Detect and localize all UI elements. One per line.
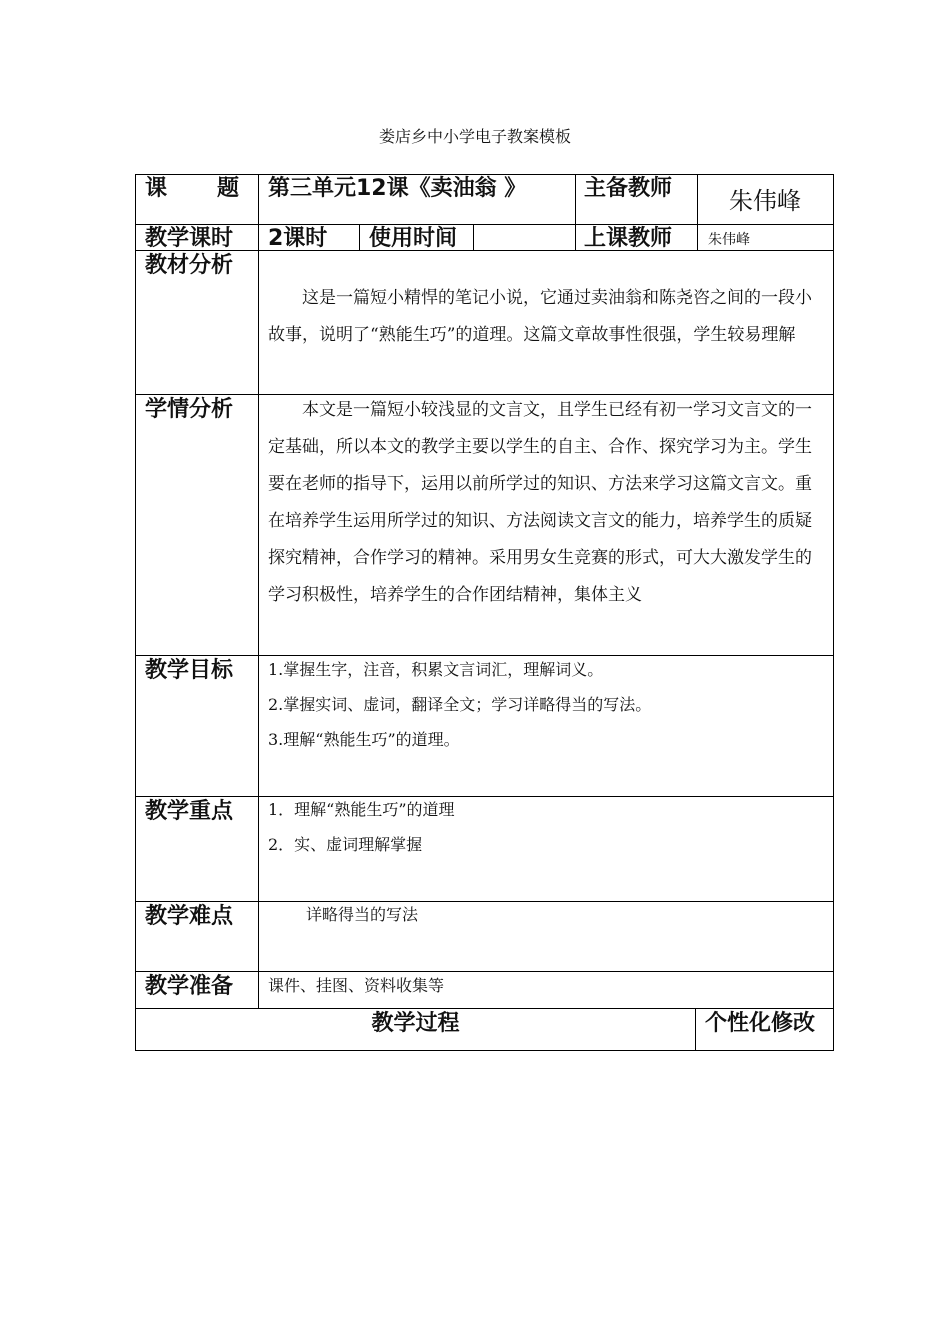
prep-text: 课件、挂图、资料收集等: [268, 976, 445, 995]
focus-item: 2．实、虚词理解掌握: [268, 835, 423, 854]
lead-teacher-value: 朱伟峰: [729, 187, 801, 215]
goals-list: [268, 652, 651, 757]
focus-item: 1．理解“熟能生巧”的道理: [268, 800, 455, 819]
goals-label: 教学目标: [145, 658, 234, 683]
hours-label: 教学课时: [145, 226, 234, 251]
personal-label: 个性化修改: [705, 1011, 816, 1036]
students-label: 学情分析: [145, 397, 234, 422]
goal-item: 2.掌握实词、虚词，翻译全文；学习详略得当的写法。: [268, 695, 652, 714]
topic-value: 第三单元12课《卖油翁 》: [268, 176, 527, 201]
process-label: 教学过程: [371, 1011, 460, 1036]
page-title: 娄店乡中小学电子教案模板: [378, 127, 571, 146]
goal-item: 1.掌握生字，注音，积累文言词汇，理解词义。: [268, 660, 604, 679]
goal-item: 3.理解“熟能生巧”的道理。: [268, 730, 460, 749]
difficulty-text: 详略得当的写法: [306, 905, 419, 924]
focus-list: [268, 792, 455, 862]
hours-value: 2课时: [268, 226, 328, 251]
use-time-label: 使用时间: [369, 226, 458, 251]
topic-label-second: 题: [217, 176, 240, 201]
topic-label: [145, 176, 245, 202]
class-teacher-label: 上课教师: [584, 226, 673, 251]
material-text: 这是一篇短小精悍的笔记小说，它通过卖油翁和陈尧咨之间的一段小故事，说明了“熟能生巧”的道理。这篇文章故事性很强，学生较易理解: [268, 288, 812, 345]
students-text: 本文是一篇短小较浅显的文言文，且学生已经有初一学习文言文的一定基础，所以本文的教学主要以学生的自主、合作、探究学习为主。学生要在老师的指导下，运用以前所学过的知识、方法来学习这篇文言文。重在培养学生运用所学过的知识、方法阅读文言文的能力，培养学生的质疑探究精神，合作学习的精神。采用男女生竞赛的形式，可大大激发学生的学习积极性，培养学生的合作团结精神，集体主义: [268, 400, 812, 605]
material-label: 教材分析: [145, 253, 234, 278]
prep-label: 教学准备: [145, 974, 234, 999]
lead-teacher-label: 主备教师: [584, 176, 673, 201]
class-teacher-value: 朱伟峰: [708, 232, 750, 248]
difficulty-label: 教学难点: [145, 904, 234, 929]
topic-label-first: 课: [145, 176, 168, 201]
focus-label: 教学重点: [145, 799, 234, 824]
